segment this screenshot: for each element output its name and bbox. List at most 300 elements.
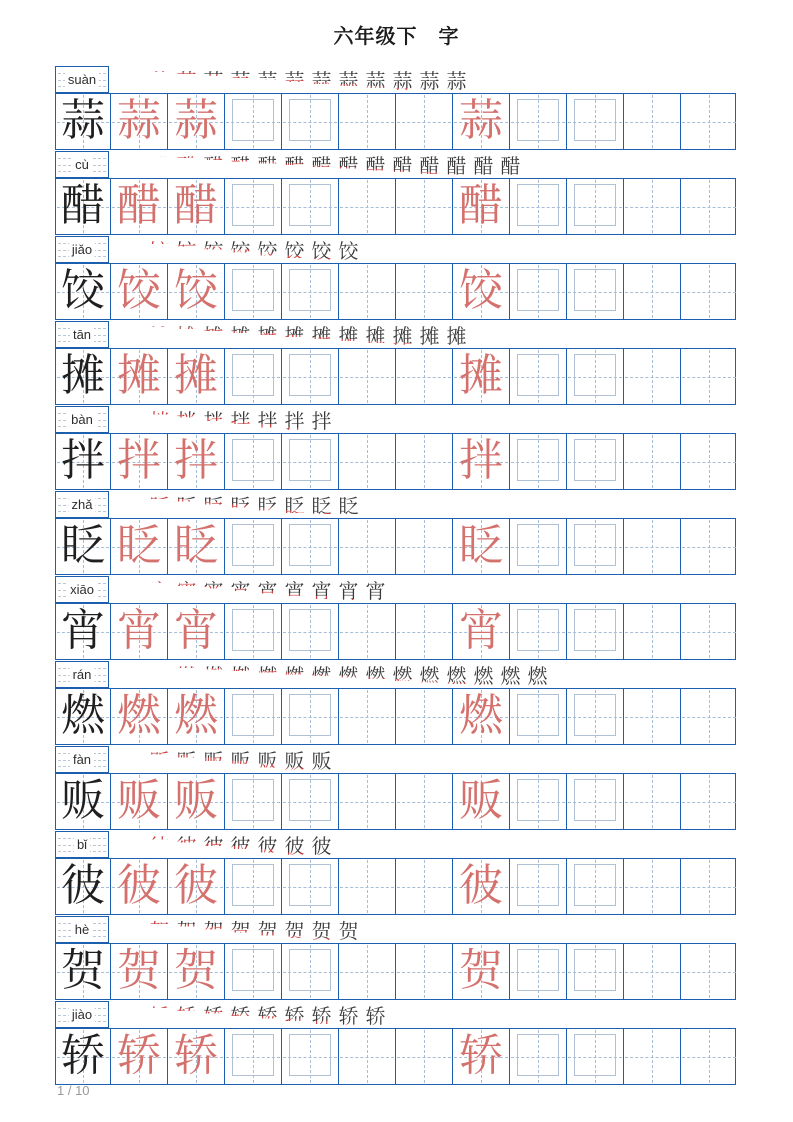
inner-square-guide	[289, 269, 331, 311]
trace-character: 轿	[174, 1030, 218, 1081]
practice-cell-model-black	[56, 349, 110, 404]
character-row	[55, 66, 736, 150]
stroke-step: 摊	[119, 323, 146, 349]
practice-cell-model-black	[56, 944, 110, 999]
practice-cell-red	[167, 94, 224, 149]
character-row	[55, 661, 736, 745]
trace-character: 眨	[117, 520, 161, 571]
stroke-step: 眨	[335, 493, 362, 519]
practice-cell-empty	[680, 774, 737, 829]
inner-square-guide	[232, 524, 274, 566]
practice-grid	[55, 178, 736, 235]
inner-square-guide	[232, 1034, 274, 1076]
stroke-step: 拌	[227, 408, 254, 434]
character-row	[55, 236, 736, 320]
practice-cell-square	[224, 944, 281, 999]
stroke-step: 彼	[308, 833, 335, 859]
inner-square-guide	[517, 439, 559, 481]
inner-square-guide	[574, 864, 616, 906]
inner-square-guide	[289, 779, 331, 821]
practice-cell-square	[224, 519, 281, 574]
inner-square-guide	[232, 864, 274, 906]
trace-character: 摊	[459, 350, 503, 401]
pinyin-box	[55, 406, 109, 433]
inner-square-guide	[289, 694, 331, 736]
trace-character: 眨	[459, 520, 503, 571]
inner-square-guide	[289, 439, 331, 481]
practice-cell-red	[110, 264, 167, 319]
stroke-step: 饺	[227, 238, 254, 264]
pinyin-stroke-band	[55, 746, 736, 773]
stroke-step: 燃	[524, 663, 551, 689]
model-character: 眨	[61, 520, 105, 571]
practice-cell-square	[281, 944, 338, 999]
stroke-step: 摊	[281, 323, 308, 349]
trace-character: 彼	[459, 860, 503, 911]
stroke-step: 摊	[335, 323, 362, 349]
inner-square-guide	[574, 949, 616, 991]
stroke-order-sequence	[119, 1002, 736, 1029]
stroke-step: 醋	[443, 153, 470, 179]
practice-grid	[55, 943, 736, 1000]
stroke-step: 饺	[173, 238, 200, 264]
practice-cell-empty	[395, 349, 452, 404]
practice-cell-red	[167, 434, 224, 489]
stroke-step: 贩	[254, 748, 281, 774]
stroke-step: 贺	[281, 918, 308, 944]
practice-cell-square	[509, 349, 566, 404]
trace-character: 蒜	[459, 95, 503, 146]
practice-cell-empty	[395, 859, 452, 914]
stroke-step: 轿	[362, 1003, 389, 1029]
inner-square-guide	[289, 354, 331, 396]
trace-character: 摊	[117, 350, 161, 401]
practice-grid	[55, 348, 736, 405]
practice-cell-red	[110, 944, 167, 999]
inner-square-guide	[232, 694, 274, 736]
model-character: 轿	[61, 1030, 105, 1081]
trace-character: 醋	[459, 180, 503, 231]
stroke-step: 摊	[443, 323, 470, 349]
stroke-step: 燃	[200, 663, 227, 689]
practice-cell-red	[167, 689, 224, 744]
practice-cell-empty	[395, 264, 452, 319]
inner-square-guide	[289, 609, 331, 651]
practice-cell-empty	[623, 264, 680, 319]
trace-character: 拌	[174, 435, 218, 486]
pinyin-stroke-band	[55, 236, 736, 263]
trace-character: 轿	[117, 1030, 161, 1081]
stroke-step: 彼	[254, 833, 281, 859]
practice-cell-model-black	[56, 434, 110, 489]
stroke-step: 醋	[389, 153, 416, 179]
stroke-step: 彼	[146, 833, 173, 859]
stroke-step: 摊	[416, 323, 443, 349]
stroke-step: 饺	[200, 238, 227, 264]
trace-character: 贺	[459, 945, 503, 996]
trace-character: 醋	[174, 180, 218, 231]
pinyin-box	[55, 151, 109, 178]
practice-cell-model-black	[56, 94, 110, 149]
practice-cell-empty	[338, 434, 395, 489]
stroke-step: 蒜	[416, 68, 443, 94]
pinyin-stroke-band	[55, 406, 736, 433]
inner-square-guide	[517, 354, 559, 396]
trace-character: 拌	[459, 435, 503, 486]
practice-cell-empty	[395, 519, 452, 574]
practice-cell-empty	[338, 179, 395, 234]
practice-cell-empty	[338, 689, 395, 744]
practice-cell-square	[224, 434, 281, 489]
practice-cell-empty	[338, 859, 395, 914]
pinyin-stroke-band	[55, 1001, 736, 1028]
stroke-step: 宵	[200, 578, 227, 604]
trace-character: 燃	[117, 690, 161, 741]
stroke-step: 燃	[497, 663, 524, 689]
stroke-step: 醋	[254, 153, 281, 179]
pinyin-stroke-band	[55, 661, 736, 688]
stroke-step: 蒜	[254, 68, 281, 94]
pinyin-box	[55, 746, 109, 773]
stroke-order-sequence	[119, 152, 736, 179]
practice-cell-empty	[680, 859, 737, 914]
practice-cell-square	[224, 94, 281, 149]
stroke-step: 拌	[200, 408, 227, 434]
trace-character: 彼	[174, 860, 218, 911]
practice-cell-empty	[338, 944, 395, 999]
stroke-step: 燃	[281, 663, 308, 689]
trace-character: 贩	[459, 775, 503, 826]
model-character: 宵	[61, 605, 105, 656]
practice-cell-empty	[680, 94, 737, 149]
practice-cell-square	[224, 604, 281, 659]
pinyin-stroke-band	[55, 491, 736, 518]
stroke-step: 摊	[173, 323, 200, 349]
practice-cell-empty	[623, 94, 680, 149]
stroke-step: 贺	[200, 918, 227, 944]
character-row	[55, 491, 736, 575]
pinyin-box	[55, 831, 109, 858]
inner-square-guide	[232, 439, 274, 481]
practice-cell-empty	[623, 519, 680, 574]
practice-cell-red	[452, 349, 509, 404]
stroke-step: 贺	[119, 918, 146, 944]
model-character: 醋	[61, 180, 105, 231]
practice-cell-red	[110, 94, 167, 149]
practice-cell-red	[167, 264, 224, 319]
practice-cell-model-black	[56, 264, 110, 319]
stroke-order-sequence	[119, 747, 736, 774]
stroke-step: 拌	[281, 408, 308, 434]
practice-cell-red	[110, 1029, 167, 1084]
inner-square-guide	[574, 184, 616, 226]
practice-grid	[55, 433, 736, 490]
practice-cell-empty	[623, 859, 680, 914]
inner-square-guide	[574, 524, 616, 566]
stroke-step: 燃	[254, 663, 281, 689]
pinyin-label: rán	[70, 666, 95, 681]
practice-cell-empty	[395, 774, 452, 829]
stroke-step: 饺	[308, 238, 335, 264]
stroke-order-sequence	[119, 322, 736, 349]
stroke-step: 蒜	[281, 68, 308, 94]
pinyin-box	[55, 1001, 109, 1028]
model-character: 彼	[61, 860, 105, 911]
practice-grid	[55, 603, 736, 660]
practice-cell-square	[509, 604, 566, 659]
stroke-step: 摊	[362, 323, 389, 349]
character-row	[55, 321, 736, 405]
pinyin-label: cù	[72, 156, 92, 171]
trace-character: 蒜	[117, 95, 161, 146]
stroke-step: 贺	[227, 918, 254, 944]
inner-square-guide	[289, 524, 331, 566]
pinyin-label: jiǎo	[69, 241, 95, 256]
inner-square-guide	[574, 269, 616, 311]
practice-cell-square	[509, 1029, 566, 1084]
practice-cell-square	[281, 434, 338, 489]
trace-character: 宵	[174, 605, 218, 656]
stroke-step: 饺	[335, 238, 362, 264]
practice-cell-red	[452, 519, 509, 574]
stroke-step: 轿	[146, 1003, 173, 1029]
inner-square-guide	[517, 949, 559, 991]
stroke-step: 蒜	[443, 68, 470, 94]
practice-cell-empty	[623, 604, 680, 659]
model-character: 蒜	[61, 95, 105, 146]
stroke-step: 醋	[200, 153, 227, 179]
trace-character: 宵	[459, 605, 503, 656]
stroke-step: 宵	[362, 578, 389, 604]
practice-cell-square	[566, 349, 623, 404]
pinyin-label: xiāo	[67, 581, 97, 596]
practice-cell-square	[509, 264, 566, 319]
stroke-step: 蒜	[146, 68, 173, 94]
stroke-step: 贩	[200, 748, 227, 774]
practice-cell-model-black	[56, 179, 110, 234]
practice-cell-model-black	[56, 859, 110, 914]
stroke-step: 轿	[335, 1003, 362, 1029]
practice-cell-square	[566, 434, 623, 489]
stroke-step: 燃	[362, 663, 389, 689]
practice-cell-empty	[680, 689, 737, 744]
stroke-step: 燃	[119, 663, 146, 689]
trace-character: 饺	[459, 265, 503, 316]
pinyin-label: tān	[70, 326, 94, 341]
page-number: 1 / 10	[57, 1083, 90, 1098]
character-row	[55, 576, 736, 660]
practice-grid	[55, 1028, 736, 1085]
stroke-step: 彼	[200, 833, 227, 859]
stroke-step: 眨	[146, 493, 173, 519]
practice-cell-empty	[680, 944, 737, 999]
character-row	[55, 406, 736, 490]
inner-square-guide	[574, 609, 616, 651]
stroke-step: 燃	[335, 663, 362, 689]
practice-cell-square	[566, 264, 623, 319]
stroke-step: 燃	[146, 663, 173, 689]
practice-cell-square	[281, 689, 338, 744]
stroke-step: 摊	[308, 323, 335, 349]
stroke-step: 醋	[281, 153, 308, 179]
practice-cell-square	[224, 689, 281, 744]
practice-cell-model-black	[56, 604, 110, 659]
pinyin-box	[55, 321, 109, 348]
pinyin-box	[55, 576, 109, 603]
practice-cell-empty	[338, 519, 395, 574]
practice-cell-square	[281, 179, 338, 234]
character-row	[55, 151, 736, 235]
pinyin-box	[55, 661, 109, 688]
stroke-step: 彼	[173, 833, 200, 859]
stroke-step: 蒜	[362, 68, 389, 94]
stroke-step: 摊	[200, 323, 227, 349]
practice-cell-empty	[338, 264, 395, 319]
practice-cell-model-black	[56, 519, 110, 574]
pinyin-box	[55, 236, 109, 263]
stroke-step: 燃	[443, 663, 470, 689]
stroke-step: 轿	[281, 1003, 308, 1029]
practice-cell-empty	[395, 944, 452, 999]
stroke-order-sequence	[119, 577, 736, 604]
practice-cell-square	[566, 94, 623, 149]
practice-cell-empty	[623, 774, 680, 829]
trace-character: 宵	[117, 605, 161, 656]
stroke-step: 贩	[227, 748, 254, 774]
pinyin-label: jiào	[69, 1006, 95, 1021]
practice-cell-square	[281, 519, 338, 574]
inner-square-guide	[574, 779, 616, 821]
model-character: 贩	[61, 775, 105, 826]
practice-cell-square	[566, 179, 623, 234]
inner-square-guide	[517, 184, 559, 226]
stroke-order-sequence	[119, 67, 736, 94]
practice-cell-empty	[623, 349, 680, 404]
stroke-step: 轿	[119, 1003, 146, 1029]
practice-cell-red	[167, 859, 224, 914]
pinyin-stroke-band	[55, 916, 736, 943]
practice-cell-square	[224, 179, 281, 234]
stroke-step: 拌	[146, 408, 173, 434]
practice-cell-square	[509, 179, 566, 234]
practice-grid	[55, 688, 736, 745]
practice-cell-square	[509, 689, 566, 744]
practice-cell-empty	[395, 179, 452, 234]
stroke-step: 摊	[227, 323, 254, 349]
stroke-step: 摊	[254, 323, 281, 349]
stroke-step: 眨	[200, 493, 227, 519]
practice-cell-red	[452, 774, 509, 829]
practice-cell-empty	[680, 264, 737, 319]
practice-cell-red	[167, 349, 224, 404]
trace-character: 饺	[174, 265, 218, 316]
inner-square-guide	[517, 269, 559, 311]
stroke-order-sequence	[119, 237, 736, 264]
stroke-step: 贩	[308, 748, 335, 774]
practice-cell-red	[167, 944, 224, 999]
practice-cell-model-black	[56, 1029, 110, 1084]
pinyin-box	[55, 491, 109, 518]
practice-cell-model-black	[56, 689, 110, 744]
stroke-step: 燃	[227, 663, 254, 689]
inner-square-guide	[232, 99, 274, 141]
stroke-step: 蒜	[389, 68, 416, 94]
stroke-step: 眨	[254, 493, 281, 519]
stroke-step: 摊	[389, 323, 416, 349]
inner-square-guide	[517, 864, 559, 906]
inner-square-guide	[232, 609, 274, 651]
stroke-step: 拌	[254, 408, 281, 434]
inner-square-guide	[517, 1034, 559, 1076]
trace-character: 贺	[174, 945, 218, 996]
stroke-step: 贩	[173, 748, 200, 774]
stroke-order-sequence	[119, 917, 736, 944]
pinyin-label: suàn	[65, 71, 99, 86]
practice-cell-empty	[680, 434, 737, 489]
practice-grid	[55, 773, 736, 830]
stroke-order-sequence	[119, 407, 736, 434]
trace-character: 贩	[174, 775, 218, 826]
practice-cell-empty	[338, 774, 395, 829]
stroke-step: 贺	[335, 918, 362, 944]
stroke-step: 彼	[281, 833, 308, 859]
practice-cell-red	[452, 604, 509, 659]
practice-cell-red	[110, 689, 167, 744]
stroke-step: 蒜	[200, 68, 227, 94]
stroke-step: 宵	[227, 578, 254, 604]
trace-character: 拌	[117, 435, 161, 486]
stroke-step: 宵	[146, 578, 173, 604]
trace-character: 摊	[174, 350, 218, 401]
stroke-step: 醋	[146, 153, 173, 179]
stroke-step: 饺	[146, 238, 173, 264]
practice-cell-red	[110, 859, 167, 914]
trace-character: 轿	[459, 1030, 503, 1081]
practice-cell-square	[566, 1029, 623, 1084]
stroke-step: 眨	[227, 493, 254, 519]
stroke-step: 饺	[281, 238, 308, 264]
inner-square-guide	[232, 949, 274, 991]
stroke-step: 醋	[119, 153, 146, 179]
stroke-step: 摊	[146, 323, 173, 349]
stroke-step: 贺	[146, 918, 173, 944]
practice-cell-red	[452, 1029, 509, 1084]
practice-cell-empty	[623, 434, 680, 489]
character-row	[55, 831, 736, 915]
trace-character: 贺	[117, 945, 161, 996]
inner-square-guide	[574, 1034, 616, 1076]
trace-character: 醋	[117, 180, 161, 231]
practice-cell-red	[110, 604, 167, 659]
practice-cell-square	[224, 774, 281, 829]
stroke-step: 饺	[119, 238, 146, 264]
inner-square-guide	[517, 779, 559, 821]
inner-square-guide	[289, 949, 331, 991]
trace-character: 蒜	[174, 95, 218, 146]
practice-cell-empty	[680, 519, 737, 574]
practice-cell-square	[566, 774, 623, 829]
stroke-step: 眨	[308, 493, 335, 519]
inner-square-guide	[517, 694, 559, 736]
inner-square-guide	[232, 354, 274, 396]
inner-square-guide	[289, 1034, 331, 1076]
pinyin-label: fàn	[70, 751, 94, 766]
practice-cell-red	[452, 264, 509, 319]
pinyin-stroke-band	[55, 66, 736, 93]
practice-cell-red	[110, 349, 167, 404]
practice-grid	[55, 858, 736, 915]
practice-cell-square	[509, 774, 566, 829]
